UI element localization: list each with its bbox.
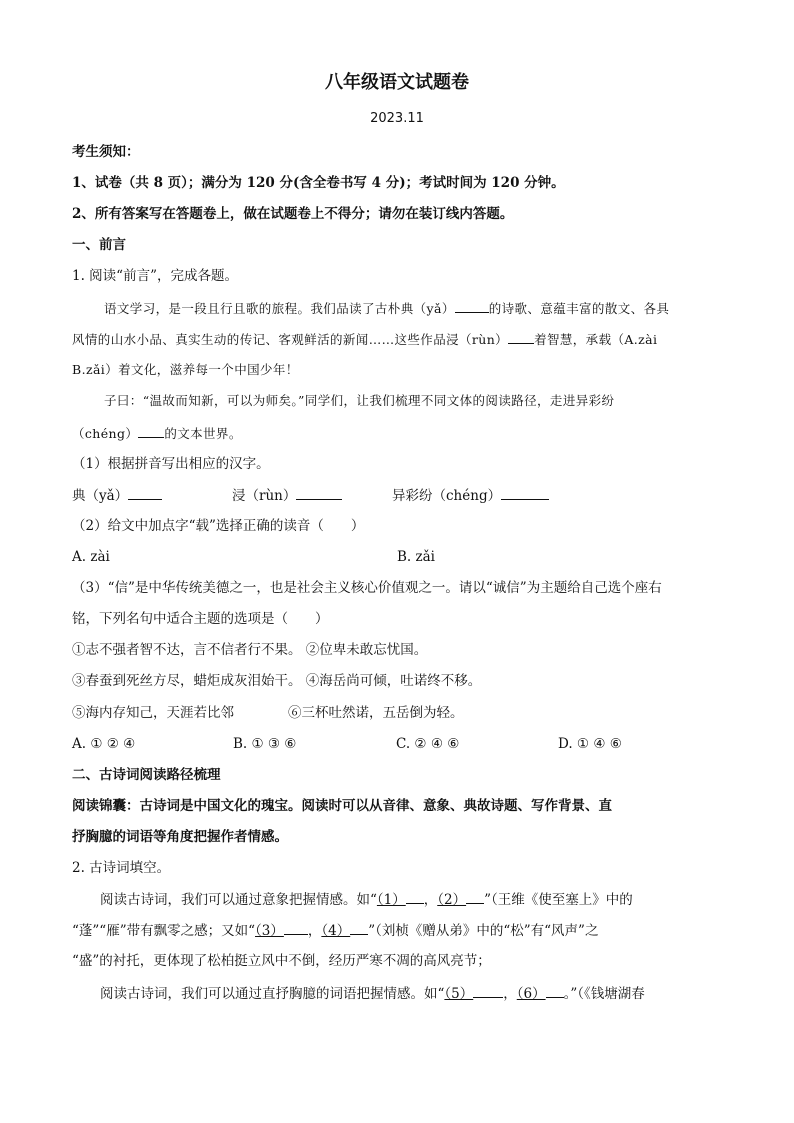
quote-line-3: ⑤海内存知己，天涯若比邻 — [72, 705, 234, 721]
passage-text: （chéng） — [72, 426, 139, 441]
quote-line-2: ③春蚕到死丝方尽，蜡炬成灰泪始干。 ④海岳尚可倾，吐诺终不移。 — [72, 673, 482, 689]
passage-text: 着智慧，承载（A.zài — [534, 332, 658, 347]
answer-blank — [501, 486, 549, 500]
sub-question-1: （1）根据拼音写出相应的汉字。 — [72, 456, 270, 472]
blank-3: （3） — [255, 923, 284, 939]
sub-question-1-item: 异彩纷（chéng） — [392, 486, 549, 505]
sub-question-3-option-a: A. ① ② ④ — [72, 736, 136, 752]
section-1-heading: 一、前言 — [72, 237, 126, 253]
reading-tip-line-1: 阅读锦囊：古诗词是中国文化的瑰宝。阅读时可以从音律、意象、典故诗题、写作背景、直 — [72, 798, 612, 814]
poem-para-2-line-1: 阅读古诗词，我们可以通过直抒胸臆的词语把握情感。如“（5） ，（6） 。”（《钱塘湖春 — [100, 986, 645, 1002]
question-2-stem: 2. 古诗词填空。 — [72, 860, 171, 876]
poem-para-1-line-1: 阅读古诗词，我们可以通过意象把握情感。如“（1） ，（2） ”（王维《使至塞上》中的 — [100, 892, 633, 908]
passage-text: 语文学习，是一段且行且歌的旅程。我们品读了古朴典（yǎ） — [104, 301, 455, 316]
passage-line-1 — [104, 299, 669, 318]
passage-line-3: B.zǎi）着文化，滋养每一个中国少年！ — [72, 362, 299, 377]
sub-question-2-option-b: B. zǎi — [397, 549, 435, 565]
answer-blank — [138, 424, 164, 438]
blank-1: （1） — [376, 892, 406, 908]
poem-para-1-line-2: “蓬”“雁”带有飘零之感；又如“（3） ，（4） ”（刘桢《赠从弟》中的“松”有“风声”之 — [72, 923, 599, 939]
notice-item-2: 2、所有答案写在答题卷上，做在试题卷上不得分；请勿在装订线内答题。 — [72, 206, 514, 222]
passage-text: 的诗歌、意蕴丰富的散文、各具 — [488, 301, 670, 316]
sub-question-3-option-d: D. ① ④ ⑥ — [558, 736, 622, 752]
exam-title: 八年级语文试题卷 — [325, 72, 469, 93]
exam-date: 2023.11 — [370, 111, 424, 126]
sub-question-2: （2）给文中加点字“载”选择正确的读音（ ） — [72, 518, 365, 534]
sub-question-3-option-b: B. ① ③ ⑥ — [233, 736, 297, 752]
blank-6: （6） — [516, 986, 546, 1002]
passage-line-4: 子曰：“温故而知新，可以为师矣。”同学们，让我们梳理不同文体的阅读路径，走进异彩纷 — [104, 393, 615, 408]
blank-2: （2） — [437, 892, 467, 908]
sub-question-3-line-2: 铭，下列名句中适合主题的选项是（ ） — [72, 611, 329, 627]
sub-question-1-item: 浸（rùn） — [232, 486, 342, 505]
poem-para-1-line-3: “盛”的衬托，更体现了松柏挺立风中不倒，经历严寒不凋的高风亮节； — [72, 953, 491, 969]
answer-blank — [508, 330, 534, 344]
answer-blank — [296, 486, 342, 500]
blank-4: （4） — [321, 923, 351, 939]
notice-item-1: 1、试卷（共 8 页）；满分为 120 分(含全卷书写 4 分)；考试时间为 120 分钟。 — [72, 175, 565, 191]
sub-question-3-option-c: C. ② ④ ⑥ — [396, 736, 460, 752]
sub-question-3-line-1: （3）“信”是中华传统美德之一，也是社会主义核心价值观之一。请以“诚信”为主题给自己选个座右 — [72, 580, 662, 596]
question-1-stem: 1. 阅读“前言”，完成各题。 — [72, 268, 238, 284]
notice-heading: 考生须知： — [72, 144, 140, 160]
reading-tip-line-2: 抒胸臆的词语等角度把握作者情感。 — [72, 829, 288, 845]
passage-text: 的文本世界。 — [164, 426, 242, 441]
sub-question-2-option-a: A. zài — [72, 549, 110, 565]
blank-5: （5） — [444, 986, 474, 1002]
quote-line-1: ①志不强者智不达，言不信者行不果。 ②位卑未敢忘忧国。 — [72, 642, 428, 658]
quote-line-3b: ⑥三杯吐然诺，五岳倒为轻。 — [288, 705, 464, 721]
sub-question-1-item: 典（yǎ） — [72, 486, 162, 505]
answer-blank — [128, 486, 162, 500]
passage-text: 风情的山水小品、真实生动的传记、客观鲜活的新闻……这些作品浸（rùn） — [72, 332, 509, 347]
answer-blank — [455, 299, 489, 313]
section-2-heading: 二、古诗词阅读路径梳理 — [72, 767, 221, 783]
passage-line-2 — [72, 330, 657, 349]
passage-line-5 — [72, 424, 242, 443]
